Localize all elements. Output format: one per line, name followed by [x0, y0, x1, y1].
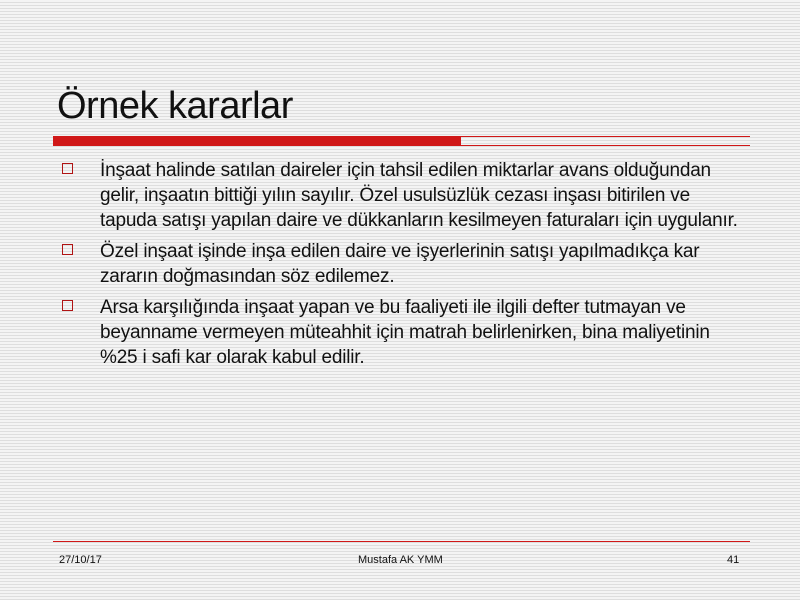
footer-author: Mustafa AK YMM [358, 554, 443, 566]
bullet-text: Arsa karşılığında inşaat yapan ve bu faaliyeti ile ilgili defter tutmayan ve beyanname vermeyen müteahhit için matrah belirlenirken, bina maliyetinin %25 i safi kar olarak kabul edilir. [100, 297, 710, 368]
footer-date: 27/10/17 [59, 554, 102, 566]
bullet-text: Özel inşaat işinde inşa edilen daire ve işyerlerinin satışı yapılmadıkça kar zararın doğmasından söz edilemez. [100, 241, 700, 287]
list-item [60, 158, 750, 233]
slide-title: Örnek kararlar [57, 85, 293, 127]
title-accent-bar [53, 137, 461, 145]
title-underline-lower [461, 145, 750, 146]
bullet-list [60, 158, 750, 376]
title-accent-bar-edge [53, 145, 461, 146]
list-item [60, 295, 750, 370]
hollow-square-bullet-icon [62, 163, 73, 174]
footer-page-number: 41 [727, 554, 740, 566]
bullet-text: İnşaat halinde satılan daireler için tahsil edilen miktarlar avans olduğundan gelir, inşaatın bittiği yılın sayılır. Özel usulsüzlük cezası inşası bitirilen ve tapuda satışı yapılan daire ve dükkanların kesilmeyen faturaları için uygulanır. [100, 160, 738, 231]
list-item [60, 239, 750, 289]
footer-divider [53, 541, 750, 542]
hollow-square-bullet-icon [62, 300, 73, 311]
hollow-square-bullet-icon [62, 244, 73, 255]
